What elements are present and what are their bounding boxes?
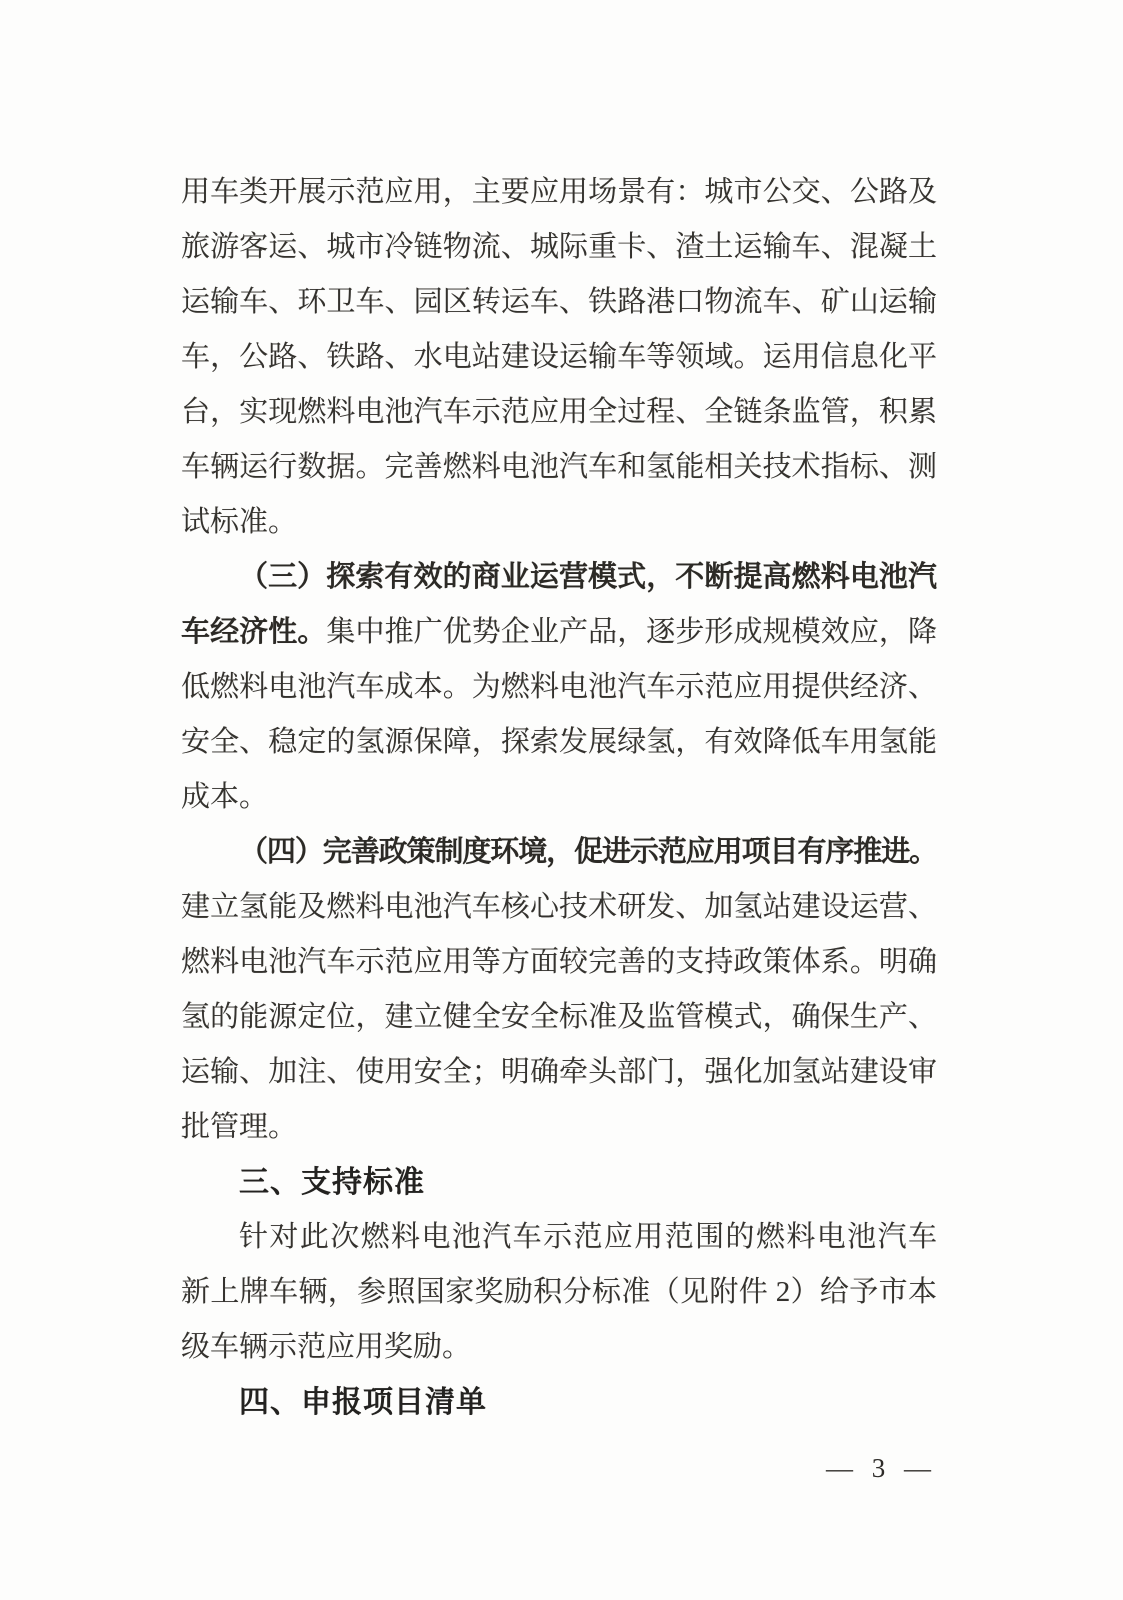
heading-text: 四、申报项目清单 [239, 1386, 487, 1419]
text-line [181, 770, 937, 825]
text-line-item-3-lead [181, 550, 937, 605]
body-text: 燃料电池汽车示范应用等方面较完善的支持政策体系。明确 [181, 946, 937, 978]
lead-bold-text: （四）完善政策制度环境，促进示范应用项目有序推进。 [239, 836, 937, 868]
text-line [181, 440, 937, 495]
text-line [181, 1210, 937, 1265]
lead-bold-text: 车经济性。 [181, 616, 327, 648]
body-text: 成本。 [181, 781, 269, 813]
section-heading-3 [181, 1155, 937, 1210]
body-text: 批管理。 [181, 1111, 298, 1143]
heading-text: 三、支持标准 [239, 1166, 425, 1199]
text-line [181, 1100, 937, 1155]
body-text: 运输、加注、使用安全；明确牵头部门，强化加氢站建设审 [181, 1056, 937, 1088]
section-heading-4 [181, 1375, 937, 1430]
text-line [181, 1265, 937, 1320]
text-line-item-4-lead [181, 825, 937, 880]
body-text: 新上牌车辆，参照国家奖励积分标准（见附件 2）给予市本 [181, 1276, 937, 1308]
text-line [181, 1045, 937, 1100]
text-block [181, 165, 937, 1430]
text-line [181, 275, 937, 330]
body-text: 氢的能源定位，建立健全安全标准及监管模式，确保生产、 [181, 1001, 937, 1033]
body-text: 车，公路、铁路、水电站建设运输车等领域。运用信息化平 [181, 341, 937, 373]
text-line [181, 715, 937, 770]
body-text: 级车辆示范应用奖励。 [181, 1331, 472, 1363]
body-text: 旅游客运、城市冷链物流、城际重卡、渣土运输车、混凝土 [181, 231, 937, 263]
text-line [181, 935, 937, 990]
text-line [181, 165, 937, 220]
text-line [181, 880, 937, 935]
body-text: 低燃料电池汽车成本。为燃料电池汽车示范应用提供经济、 [181, 671, 937, 703]
text-line [181, 1320, 937, 1375]
body-text: 车辆运行数据。完善燃料电池汽车和氢能相关技术指标、测 [181, 451, 937, 483]
text-line [181, 330, 937, 385]
body-text: 集中推广优势企业产品，逐步形成规模效应，降 [326, 616, 937, 648]
body-text: 建立氢能及燃料电池汽车核心技术研发、加氢站建设运营、 [181, 891, 937, 923]
text-line [181, 385, 937, 440]
text-line [181, 605, 937, 660]
body-text: 安全、稳定的氢源保障，探索发展绿氢，有效降低车用氢能 [181, 726, 937, 758]
page-number: — 3 — [826, 1453, 937, 1483]
body-text: 运输车、环卫车、园区转运车、铁路港口物流车、矿山运输 [181, 286, 937, 318]
text-line [181, 495, 937, 550]
text-line [181, 660, 937, 715]
lead-bold-text: （三）探索有效的商业运营模式，不断提高燃料电池汽 [239, 561, 937, 593]
body-text: 针对此次燃料电池汽车示范应用范围的燃料电池汽车 [239, 1221, 937, 1253]
body-text: 试标准。 [181, 506, 298, 538]
text-line [181, 220, 937, 275]
text-line [181, 990, 937, 1045]
body-text: 用车类开展示范应用，主要应用场景有：城市公交、公路及 [181, 176, 937, 208]
body-text: 台，实现燃料电池汽车示范应用全过程、全链条监管，积累 [181, 396, 937, 428]
